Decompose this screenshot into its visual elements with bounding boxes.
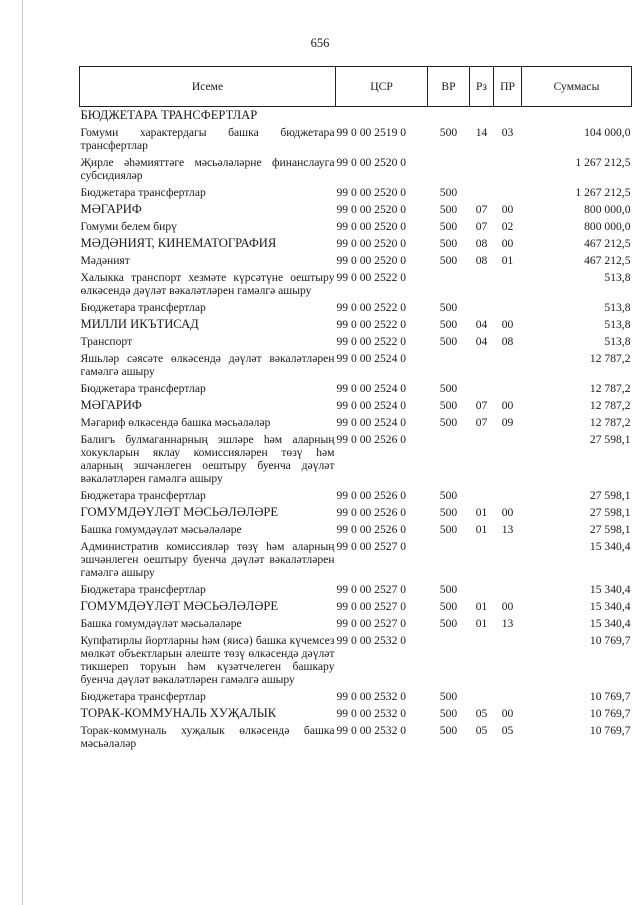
row-csr: 99 0 00 2522 0 — [336, 318, 407, 331]
row-csr: 99 0 00 2520 0 — [336, 156, 407, 169]
row-pr — [494, 688, 522, 705]
row-sum: 12 787,2 — [589, 382, 631, 395]
row-sum: 513,8 — [604, 301, 631, 314]
row-pr: 01 — [501, 254, 514, 267]
row-pr: 13 — [501, 523, 514, 536]
binding-margin-line — [22, 0, 23, 905]
row-rz — [470, 269, 494, 299]
row-sum — [522, 107, 632, 125]
row-csr: 99 0 00 2532 0 — [336, 707, 407, 720]
row-sum: 104 000,0 — [584, 126, 631, 139]
row-pr: 13 — [501, 617, 514, 630]
row-csr: 99 0 00 2524 0 — [336, 399, 407, 412]
row-csr: 99 0 00 2520 0 — [336, 220, 407, 233]
row-rz: 07 — [475, 220, 488, 233]
row-pr — [494, 154, 522, 184]
table-row — [80, 107, 632, 125]
table-row — [80, 235, 632, 252]
header-rz: Рз — [470, 67, 494, 107]
row-csr: 99 0 00 2526 0 — [336, 433, 407, 446]
header-csr: ЦСР — [336, 67, 428, 107]
row-pr — [494, 632, 522, 688]
row-pr: 00 — [501, 399, 514, 412]
row-name: Бюджетара трансфертлар — [80, 583, 206, 596]
row-csr: 99 0 00 2532 0 — [336, 724, 407, 737]
row-csr: 99 0 00 2527 0 — [336, 583, 407, 596]
row-pr — [494, 350, 522, 380]
header-vr: ВР — [428, 67, 470, 107]
row-name: Мәдәният — [80, 254, 130, 267]
table-row — [80, 538, 632, 581]
row-csr: 99 0 00 2524 0 — [336, 382, 407, 395]
row-name: МӘГАРИФ — [80, 398, 142, 412]
row-rz: 07 — [475, 399, 488, 412]
row-name: МИЛЛИ ИКЪТИСАД — [80, 317, 199, 331]
row-rz: 05 — [475, 724, 488, 737]
row-vr: 500 — [439, 126, 458, 139]
table-body — [80, 107, 632, 753]
row-pr — [494, 581, 522, 598]
row-name: Бюджетара трансфертлар — [80, 186, 206, 199]
row-pr: 02 — [501, 220, 514, 233]
header-name: Исеме — [80, 67, 336, 107]
row-name: Бюджетара трансфертлар — [80, 301, 206, 314]
row-vr: 500 — [439, 237, 458, 250]
row-vr: 500 — [439, 335, 458, 348]
row-pr: 05 — [501, 724, 514, 737]
row-pr — [494, 380, 522, 397]
row-rz: 05 — [475, 707, 488, 720]
row-rz: 04 — [475, 335, 488, 348]
header-row — [80, 67, 632, 107]
row-name: Гомуми белем бирү — [80, 220, 177, 233]
row-rz — [470, 299, 494, 316]
row-sum: 12 787,2 — [589, 399, 631, 412]
row-pr: 00 — [501, 707, 514, 720]
row-vr: 500 — [439, 707, 458, 720]
row-name: Гомуми характердагы башка бюджетара трансфертлар — [80, 126, 335, 152]
row-name: ГОМУМДӘҮЛӘТ МӘСЬӘЛӘЛӘРЕ — [80, 505, 279, 519]
row-rz — [470, 688, 494, 705]
row-name: Җирле әһәмияттәге мәсьәләләрне финанслауга субсидияләр — [80, 156, 335, 182]
row-csr: 99 0 00 2519 0 — [336, 126, 407, 139]
row-vr: 500 — [439, 583, 458, 596]
budget-table — [79, 66, 632, 752]
row-csr: 99 0 00 2524 0 — [336, 416, 407, 429]
row-rz — [470, 581, 494, 598]
row-vr — [428, 107, 470, 125]
row-name: Торак-коммуналь хуҗалык өлкәсендә башка мәсьәләләр — [80, 724, 335, 750]
row-rz: 08 — [475, 237, 488, 250]
row-vr — [428, 350, 470, 380]
row-vr: 500 — [439, 399, 458, 412]
table-row — [80, 299, 632, 316]
row-sum: 15 340,4 — [589, 583, 631, 596]
row-rz: 01 — [475, 506, 488, 519]
row-rz — [470, 380, 494, 397]
header-pr: ПР — [494, 67, 522, 107]
page-number: 656 — [310, 36, 330, 50]
table-row — [80, 201, 632, 218]
row-name: Административ комиссияләр төзү һәм аларның эшчәнлеген оештыру буенча дәүләт вәкаләтләрен гамәлгә ашыру — [80, 540, 335, 579]
row-name: БЮДЖЕТАРА ТРАНСФЕРТЛАР — [80, 108, 258, 122]
row-csr: 99 0 00 2526 0 — [336, 489, 407, 502]
row-sum: 800 000,0 — [584, 203, 631, 216]
table-row — [80, 431, 632, 487]
row-sum: 15 340,4 — [589, 600, 631, 613]
row-vr: 500 — [439, 220, 458, 233]
row-csr: 99 0 00 2520 0 — [336, 254, 407, 267]
row-name: Балигъ булмаганнарның эшләре һәм аларның хокукларын яклау комиссияләрен төзү һәм аларның эшчәнлеген оештыру буенча дәүләт вәкаләтләрен гамәлгә ашыру — [80, 433, 335, 485]
row-rz — [470, 538, 494, 581]
row-rz — [470, 107, 494, 125]
row-rz: 07 — [475, 203, 488, 216]
row-pr — [494, 538, 522, 581]
row-sum: 513,8 — [604, 318, 631, 331]
table-row — [80, 333, 632, 350]
row-vr — [428, 538, 470, 581]
row-vr: 500 — [439, 318, 458, 331]
row-sum: 1 267 212,5 — [575, 156, 631, 169]
row-csr: 99 0 00 2526 0 — [336, 506, 407, 519]
row-sum: 467 212,5 — [584, 254, 631, 267]
row-name: ТОРАК-КОММУНАЛЬ ХУҖАЛЫК — [80, 706, 277, 720]
row-vr: 500 — [439, 506, 458, 519]
row-vr: 500 — [439, 489, 458, 502]
row-sum: 27 598,1 — [589, 433, 631, 446]
row-sum: 513,8 — [604, 335, 631, 348]
row-sum: 1 267 212,5 — [575, 186, 631, 199]
row-csr: 99 0 00 2527 0 — [336, 617, 407, 630]
table-row — [80, 269, 632, 299]
row-pr: 03 — [501, 126, 514, 139]
row-pr: 08 — [501, 335, 514, 348]
row-rz — [470, 154, 494, 184]
row-vr: 500 — [439, 617, 458, 630]
row-pr — [494, 299, 522, 316]
row-csr: 99 0 00 2520 0 — [336, 186, 407, 199]
table-row — [80, 598, 632, 615]
row-vr: 500 — [439, 416, 458, 429]
row-sum: 27 598,1 — [589, 489, 631, 502]
table-row — [80, 154, 632, 184]
table-row — [80, 504, 632, 521]
row-sum: 10 769,7 — [589, 724, 631, 737]
row-vr: 500 — [439, 301, 458, 314]
row-vr: 500 — [439, 382, 458, 395]
row-name: Бюджетара трансфертлар — [80, 690, 206, 703]
row-csr: 99 0 00 2522 0 — [336, 335, 407, 348]
row-pr: 00 — [501, 237, 514, 250]
row-pr — [494, 269, 522, 299]
row-sum: 12 787,2 — [589, 352, 631, 365]
table-row — [80, 487, 632, 504]
row-name: Бюджетара трансфертлар — [80, 489, 206, 502]
row-rz: 01 — [475, 523, 488, 536]
row-sum: 10 769,7 — [589, 690, 631, 703]
table-row — [80, 316, 632, 333]
table-row — [80, 688, 632, 705]
row-csr: 99 0 00 2520 0 — [336, 203, 407, 216]
row-pr — [494, 431, 522, 487]
row-name: Халыкка транспорт хезмәте күрсәтүне оештыру өлкәсендә дәүләт вәкаләтләрен гамәлгә ашыру — [80, 271, 335, 297]
row-name: Транспорт — [80, 335, 133, 348]
row-name: Яшьләр сәясәте өлкәсендә дәүләт вәкаләтләрен гамәлгә ашыру — [80, 352, 335, 378]
row-pr — [494, 184, 522, 201]
table-row — [80, 380, 632, 397]
row-vr: 500 — [439, 203, 458, 216]
row-csr: 99 0 00 2527 0 — [336, 600, 407, 613]
row-vr: 500 — [439, 254, 458, 267]
row-vr: 500 — [439, 690, 458, 703]
row-sum: 10 769,7 — [589, 634, 631, 647]
row-name: ГОМУМДӘҮЛӘТ МӘСЬӘЛӘЛӘРЕ — [80, 599, 279, 613]
row-vr: 500 — [439, 600, 458, 613]
row-sum: 27 598,1 — [589, 506, 631, 519]
table-row — [80, 414, 632, 431]
row-csr: 99 0 00 2524 0 — [336, 352, 407, 365]
row-csr: 99 0 00 2522 0 — [336, 271, 407, 284]
row-rz: 08 — [475, 254, 488, 267]
table-header — [80, 67, 632, 107]
row-sum: 12 787,2 — [589, 416, 631, 429]
row-pr — [494, 487, 522, 504]
row-name: Мәгариф өлкәсендә башка мәсьәләләр — [80, 416, 271, 429]
table-row — [80, 350, 632, 380]
row-name: Башка гомумдәүләт мәсьәләләре — [80, 617, 242, 630]
table-row — [80, 124, 632, 154]
row-rz — [470, 487, 494, 504]
row-csr: 99 0 00 2522 0 — [336, 301, 407, 314]
row-pr: 00 — [501, 203, 514, 216]
table-row — [80, 252, 632, 269]
row-csr: 99 0 00 2532 0 — [336, 690, 407, 703]
row-csr: 99 0 00 2527 0 — [336, 540, 407, 553]
table-row — [80, 632, 632, 688]
table-row — [80, 581, 632, 598]
row-pr: 09 — [501, 416, 514, 429]
row-sum: 27 598,1 — [589, 523, 631, 536]
row-pr — [494, 107, 522, 125]
row-name: МӘГАРИФ — [80, 202, 142, 216]
row-rz — [470, 431, 494, 487]
row-rz: 01 — [475, 617, 488, 630]
row-rz: 01 — [475, 600, 488, 613]
row-vr — [428, 269, 470, 299]
row-sum: 467 212,5 — [584, 237, 631, 250]
row-rz: 07 — [475, 416, 488, 429]
table-row — [80, 218, 632, 235]
row-name: МӘДӘНИЯТ, КИНЕМАТОГРАФИЯ — [80, 236, 277, 250]
row-csr: 99 0 00 2520 0 — [336, 237, 407, 250]
row-rz — [470, 350, 494, 380]
row-pr: 00 — [501, 506, 514, 519]
row-rz — [470, 632, 494, 688]
row-name: Купфатирлы йортларны һәм (яисә) башка күчемсез мөлкәт объектларын әлеште төзү өлкәсендә дәүләт тикшереп торуын һәм күзәтчелеген башкару буенча дәүләт вәкаләтләрен гамәлгә ашыру — [80, 634, 335, 686]
row-vr: 500 — [439, 724, 458, 737]
table-row — [80, 521, 632, 538]
row-vr: 500 — [439, 523, 458, 536]
row-rz: 04 — [475, 318, 488, 331]
row-sum: 15 340,4 — [589, 540, 631, 553]
row-pr: 00 — [501, 600, 514, 613]
row-sum: 513,8 — [604, 271, 631, 284]
row-csr: 99 0 00 2526 0 — [336, 523, 407, 536]
row-rz — [470, 184, 494, 201]
row-vr — [428, 632, 470, 688]
table-row — [80, 184, 632, 201]
row-vr — [428, 431, 470, 487]
table-row — [80, 615, 632, 632]
row-pr: 00 — [501, 318, 514, 331]
row-vr: 500 — [439, 186, 458, 199]
table-row — [80, 722, 632, 752]
row-name: Бюджетара трансфертлар — [80, 382, 206, 395]
row-vr — [428, 154, 470, 184]
row-sum: 15 340,4 — [589, 617, 631, 630]
header-sum: Суммасы — [522, 67, 632, 107]
row-sum: 10 769,7 — [589, 707, 631, 720]
row-csr — [336, 107, 428, 125]
table-row — [80, 397, 632, 414]
row-csr: 99 0 00 2532 0 — [336, 634, 407, 647]
row-name: Башка гомумдәүләт мәсьәләләре — [80, 523, 242, 536]
row-sum: 800 000,0 — [584, 220, 631, 233]
row-rz: 14 — [475, 126, 488, 139]
table-row — [80, 705, 632, 722]
